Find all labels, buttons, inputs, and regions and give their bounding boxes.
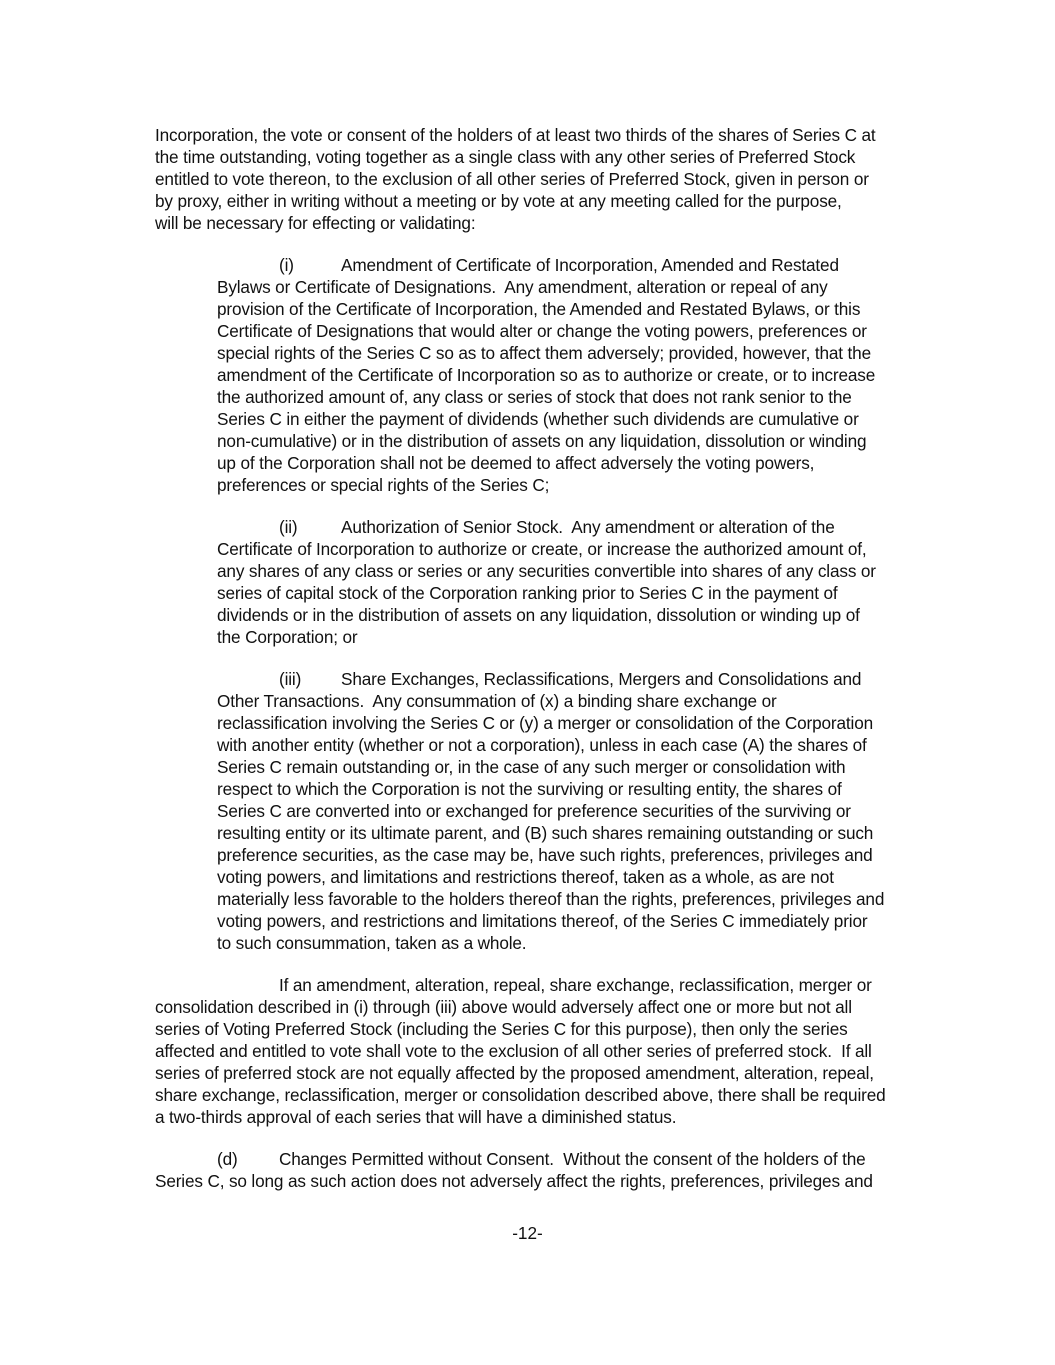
item-heading: Amendment of Certificate of Incorporation, Amended and Restated [341,255,839,275]
text-line: any shares of any class or series or any securities convertible into shares of any class or [217,561,876,581]
text-line: series of capital stock of the Corporation ranking prior to Series C in the payment of [217,583,838,603]
text-line: to such consummation, taken as a whole. [217,933,527,953]
text-line: Series C, so long as such action does not adversely affect the rights, preferences, privileges and [155,1171,873,1191]
page-number: -12- [512,1223,543,1243]
text-line: special rights of the Series C so as to affect them adversely; provided, however, that the [217,343,871,363]
text-line: Certificate of Incorporation to authorize or create, or increase the authorized amount of, [217,539,867,559]
text-line: Other Transactions. Any consummation of (x) a binding share exchange or [217,691,777,711]
text-line: provision of the Certificate of Incorporation, the Amended and Restated Bylaws, or this [217,299,861,319]
text-line: share exchange, reclassification, merger or consolidation described above, there shall be required [155,1085,886,1105]
text-line: Incorporation, the vote or consent of the holders of at least two thirds of the shares of Series C at [155,125,876,145]
text-line: resulting entity or its ultimate parent, and (B) such shares remaining outstanding or such [217,823,874,843]
text-line: respect to which the Corporation is not the surviving or resulting entity, the shares of [217,779,842,799]
item-number: (i) [279,255,294,275]
text-line: by proxy, either in writing without a meeting or by vote at any meeting called for the purpose, [155,191,842,211]
text-line: the time outstanding, voting together as a single class with any other series of Preferred Stock [155,147,856,167]
text-line: a two-thirds approval of each series that will have a diminished status. [155,1107,677,1127]
text-line: Certificate of Designations that would alter or change the voting powers, preferences or [217,321,867,341]
text-line [217,1148,866,1170]
text-line: Series C in either the payment of dividends (whether such dividends are cumulative or [217,409,859,429]
text-line: Bylaws or Certificate of Designations. Any amendment, alteration or repeal of any [217,277,828,297]
text-line: up of the Corporation shall not be deemed to affect adversely the voting powers, [217,453,815,473]
text-line: Series C remain outstanding or, in the case of any such merger or consolidation with [217,757,846,777]
text-line: If an amendment, alteration, repeal, share exchange, reclassification, merger or [279,975,872,995]
text-line: preferences or special rights of the Series C; [217,475,550,495]
item-heading: Authorization of Senior Stock. Any amendment or alteration of the [341,517,835,537]
text-line: voting powers, and restrictions and limitations thereof, of the Series C immediately prior [217,911,868,931]
text-line [279,254,839,276]
text-line: series of preferred stock are not equally affected by the proposed amendment, alteration, repeal, [155,1063,874,1083]
text-line: non-cumulative) or in the distribution of assets on any liquidation, dissolution or winding [217,431,867,451]
text-line: affected and entitled to vote shall vote to the exclusion of all other series of preferred stock. If all [155,1041,872,1061]
text-line: the authorized amount of, any class or series of stock that does not rank senior to the [217,387,852,407]
item-number: (ii) [279,517,298,537]
text-line: materially less favorable to the holders thereof than the rights, preferences, privileges and [217,889,885,909]
text-line: preference securities, as the case may be, have such rights, preferences, privileges and [217,845,873,865]
text-line: with another entity (whether or not a corporation), unless in each case (A) the shares of [217,735,867,755]
text-line: reclassification involving the Series C or (y) a merger or consolidation of the Corporation [217,713,874,733]
text-line: voting powers, and limitations and restrictions thereof, taken as a whole, as are not [217,867,834,887]
text-line: dividends or in the distribution of assets on any liquidation, dissolution or winding up of [217,605,860,625]
text-line [279,516,835,538]
item-number: (iii) [279,669,302,689]
text-line: Series C are converted into or exchanged for preference securities of the surviving or [217,801,851,821]
text-line: amendment of the Certificate of Incorporation so as to authorize or create, or to increase [217,365,876,385]
text-line: entitled to vote thereon, to the exclusion of all other series of Preferred Stock, given in person or [155,169,869,189]
text-line [279,668,861,690]
text-line: consolidation described in (i) through (iii) above would adversely affect one or more but not all [155,997,852,1017]
text-line: series of Voting Preferred Stock (including the Series C for this purpose), then only the series [155,1019,848,1039]
item-heading: Changes Permitted without Consent. Without the consent of the holders of the [279,1149,866,1169]
item-number: (d) [217,1149,238,1169]
text-line: the Corporation; or [217,627,358,647]
text-line: will be necessary for effecting or validating: [155,213,476,233]
item-heading: Share Exchanges, Reclassifications, Mergers and Consolidations and [341,669,862,689]
